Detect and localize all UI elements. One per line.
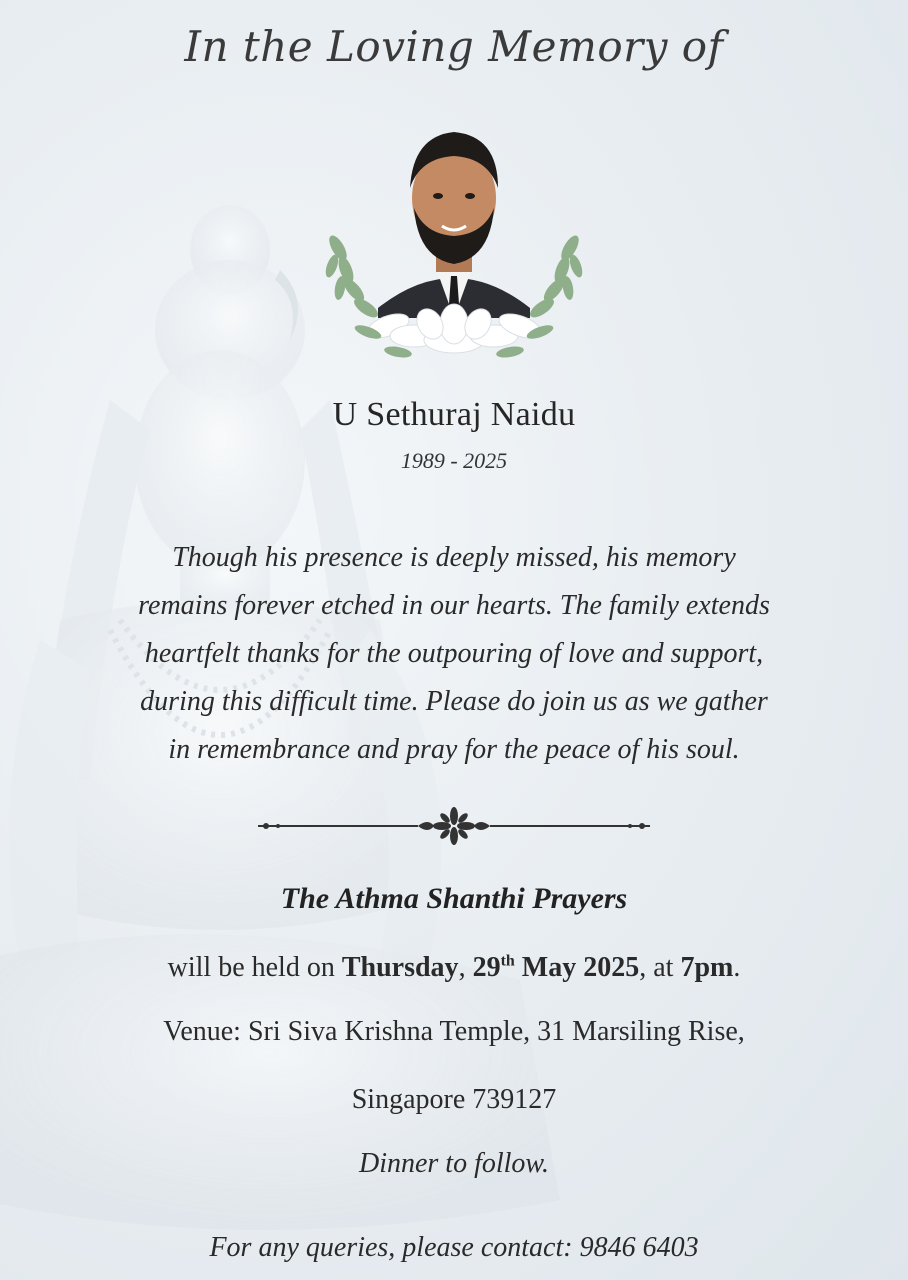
deceased-name: U Sethuraj Naidu (332, 396, 576, 433)
separator: , at (639, 952, 681, 983)
separator: , (458, 952, 473, 983)
prayer-date (473, 952, 640, 983)
venue-postcode: Singapore 739127 (351, 1084, 557, 1115)
deceased-years: 1989 - 2025 (400, 448, 508, 473)
held-prefix: will be held on (167, 952, 342, 983)
venue-line: Venue: Sri Siva Krishna Temple, 31 Marsiling Rise, (163, 1016, 745, 1047)
prayers-title: The Athma Shanthi Prayers (280, 882, 628, 915)
prayer-date-line (0, 952, 908, 984)
tribute-line: remains forever etched in our hearts. The family extends (138, 590, 770, 621)
heading: In the Loving Memory of (184, 22, 724, 71)
prayer-time: 7pm (680, 952, 734, 983)
portrait (318, 118, 590, 370)
ornamental-divider-icon (258, 806, 650, 846)
tribute-line: heartfelt thanks for the outpouring of love and support, (144, 638, 764, 669)
tribute-line: during this difficult time. Please do join us as we gather (140, 686, 768, 717)
dinner-note: Dinner to follow. (358, 1148, 550, 1179)
month-year: May 2025 (514, 952, 640, 983)
period: . (733, 952, 741, 983)
prayer-day: Thursday (341, 952, 459, 983)
date-day: 29 (472, 952, 501, 983)
contact-line: For any queries, please contact: 9846 6403 (209, 1232, 699, 1263)
tribute-line: in remembrance and pray for the peace of his soul. (168, 734, 740, 765)
tribute-line: Though his presence is deeply missed, his memory (172, 542, 736, 573)
date-suffix: th (500, 952, 515, 970)
laurel-wreath-icon (318, 118, 590, 370)
tribute-message (0, 534, 908, 774)
